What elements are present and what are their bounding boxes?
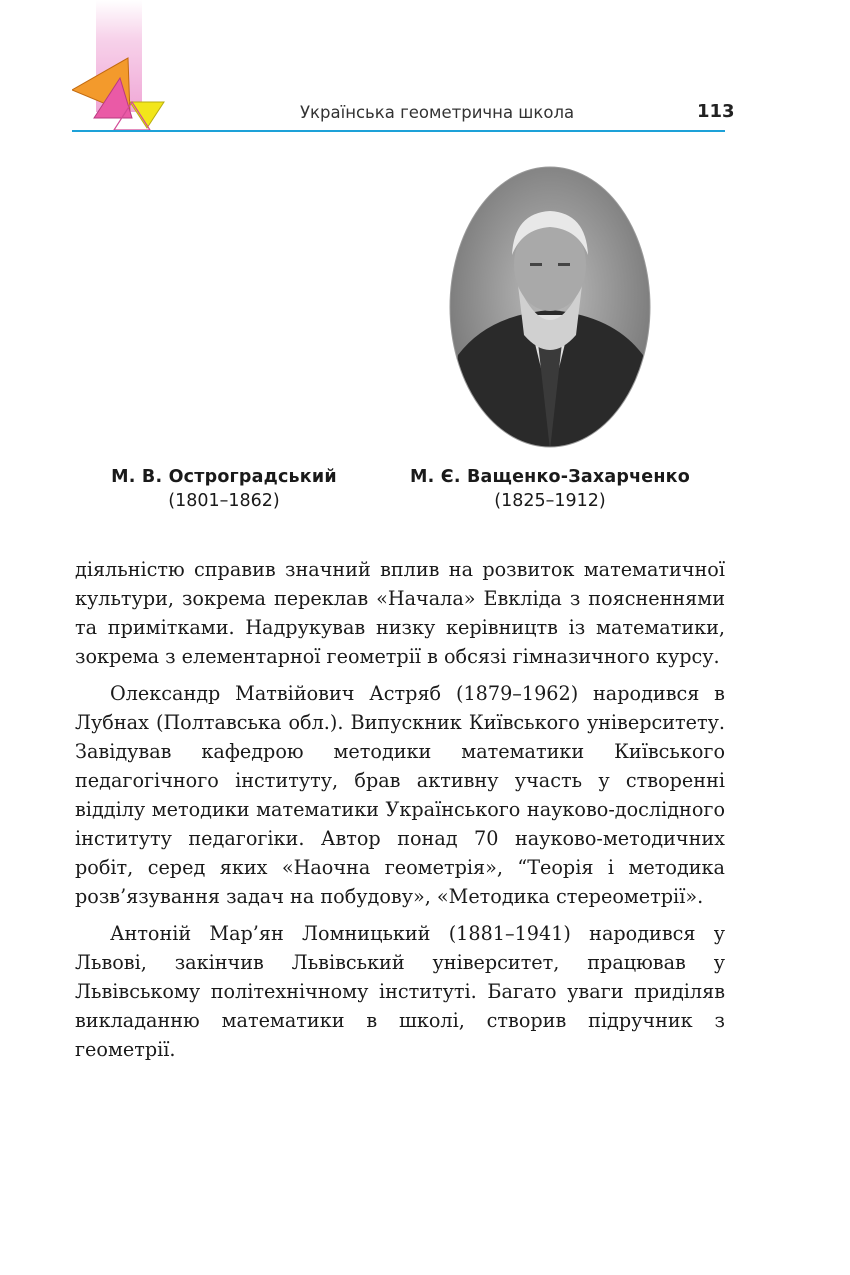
paragraph-continuation: діяльністю справив значний вплив на розвиток математичної культури, зокрема переклав «Начала» Евкліда з поясненнями та примітками. Надрукував низку керівництв із математики, зокрема з елементарної геометрії в обсязі гімназичного курсу.: [75, 558, 725, 668]
header-rule: [72, 130, 725, 132]
portrait-caption-1: [90, 467, 358, 511]
paragraph-lomnytskyi: Антоній Мар’ян Ломницький (1881–1941) народився у Львові, закінчив Львівський університет, працював у Львівському політехнічному інституті. Багато уваги приділяв викладанню математики в школі, створив підручник з геометрії.: [75, 922, 725, 1061]
portrait-years: (1825–1912): [494, 491, 606, 511]
body-text: [75, 555, 725, 1072]
portrait-ostrogradsky-image: [118, 205, 328, 435]
paragraph-astriab: Олександр Матвійович Астряб (1879–1962) народився в Лубнах (Полтавська обл.). Випускник Київського університету. Завідував кафедрою методики математики Київського педагогічного інституту, брав активну участь у створенні відділу методики математики Українського науково-дослідного інституту педагогіки. Автор понад 70 науково-методичних робіт, серед яких «Наочна геометрія», “Теорія і методика розв’язування задач на побудову», «Методика стереометрії».: [75, 682, 725, 908]
running-header-title: Українська геометрична школа: [300, 103, 575, 122]
portrait-name: М. В. Остроградський: [111, 467, 337, 487]
triangles-logo-icon: [72, 56, 167, 134]
page-number: 113: [697, 101, 735, 122]
portrait-name: М. Є. Ващенко-Захарченко: [410, 467, 690, 487]
portrait-vashchenko-zakharchenko-image: [448, 165, 653, 450]
portrait-years: (1801–1862): [168, 491, 280, 511]
portrait-caption-2: [390, 467, 710, 511]
